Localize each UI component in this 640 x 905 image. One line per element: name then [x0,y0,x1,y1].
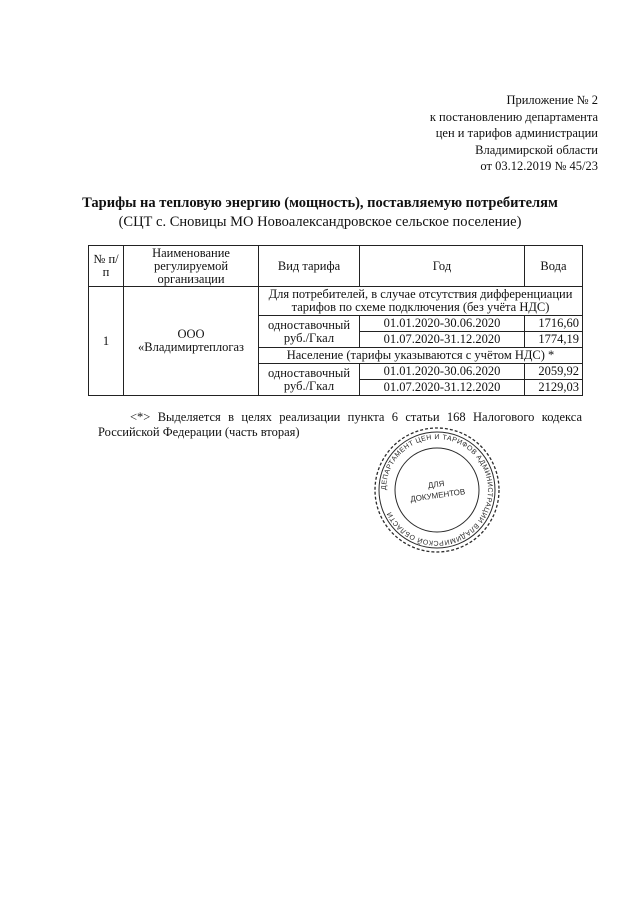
stamp-center-line-1: ДЛЯ [427,478,446,491]
tariff-type: одноставочный руб./Гкал [259,364,360,396]
appendix-line: от 03.12.2019 № 45/23 [480,159,598,173]
header-type: Вид тарифа [259,246,360,287]
period-cell: 01.01.2020-30.06.2020 [360,316,525,332]
stamp-inner-ring [395,448,479,532]
header-num: № п/п [89,246,124,287]
footnote: <*> Выделяется в целях реализации пункта 6 статьи 168 Налогового кодекса Российской Федерации (часть вторая) [98,410,582,439]
period-cell: 01.01.2020-30.06.2020 [360,364,525,380]
official-stamp [372,425,502,555]
document-title [60,194,580,232]
table-row [89,287,583,316]
header-year: Год [360,246,525,287]
period-cell: 01.07.2020-31.12.2020 [360,380,525,396]
tariff-type: одноставочный руб./Гкал [259,316,360,348]
appendix-line: к постановлению департамента [429,109,598,124]
stamp-ring-text: ДЕПАРТАМЕНТ ЦЕН И ТАРИФОВ АДМИНИСТРАЦИИ ВЛАДИМИРСКОЙ ОБЛАСТИ [380,433,494,547]
organization-name: ООО «Владимиртеплогаз [124,287,259,396]
header-water: Вода [525,246,583,287]
tariff-table [88,245,583,396]
row-number: 1 [89,287,124,396]
period-cell: 01.07.2020-31.12.2020 [360,332,525,348]
stamp-outer-ring [375,428,499,552]
appendix-line: Приложение № 2 [506,93,598,107]
appendix-line: цен и тарифов администрации [435,126,598,140]
appendix-line: Владимирской области [475,142,598,157]
title-line-2: (СЦТ с. Сновицы МО Новоалександровское сельское поселение) [118,214,522,230]
value-cell: 2059,92 [525,364,583,380]
stamp-ring [379,432,495,548]
group-label: Население (тарифы указываются с учётом НДС) * [259,348,583,364]
stamp-center-line-2: ДОКУМЕНТОВ [409,487,466,504]
table-header-row [89,246,583,287]
value-cell: 1716,60 [525,316,583,332]
group-label: Для потребителей, в случае отсутствия дифференциации тарифов по схеме подключения (без учёта НДС) [259,287,583,316]
appendix-block [338,92,598,175]
value-cell: 1774,19 [525,332,583,348]
title-line-1: Тарифы на тепловую энергию (мощность), поставляемую потребителям [82,195,558,211]
header-org: Наименование регулируемой организации [124,246,259,287]
value-cell: 2129,03 [525,380,583,396]
